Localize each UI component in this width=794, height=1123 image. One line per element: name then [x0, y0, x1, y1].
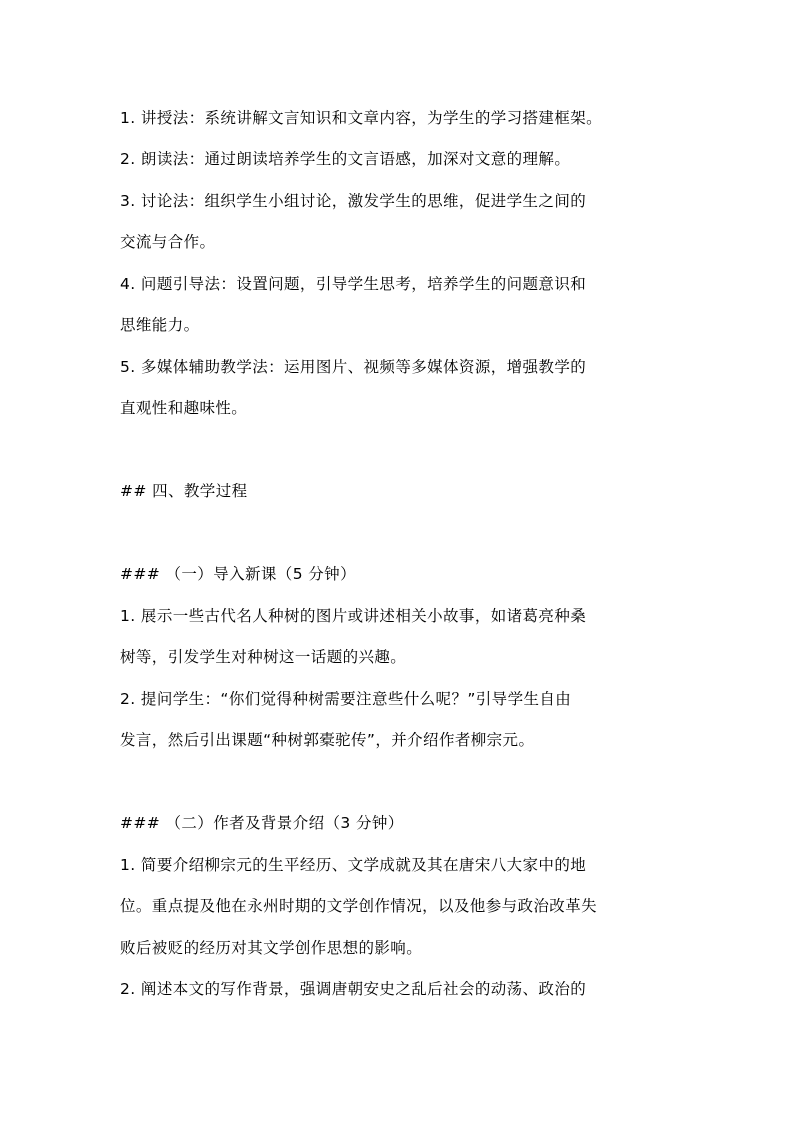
subsection-heading-intro: ### （一）导入新课（5 分钟） [120, 565, 356, 583]
intro-item-1-continued: 树等，引发学生对种树这一话题的兴趣。 [120, 648, 407, 666]
method-item-1: 1. 讲授法：系统讲解文言知识和文章内容，为学生的学习搭建框架。 [120, 109, 603, 127]
intro-item-2: 2. 提问学生：“你们觉得种树需要注意些什么呢？”引导学生自由 [120, 690, 572, 708]
intro-item-2-continued: 发言，然后引出课题“种树郭橐驼传”，并介绍作者柳宗元。 [120, 731, 535, 749]
method-item-4: 4. 问题引导法：设置问题，引导学生思考，培养学生的问题意识和 [120, 275, 587, 293]
author-item-2: 2. 阐述本文的写作背景，强调唐朝安史之乱后社会的动荡、政治的 [120, 980, 587, 998]
section-heading-teaching-process: ## 四、教学过程 [120, 482, 248, 500]
method-item-4-continued: 思维能力。 [120, 316, 200, 334]
subsection-heading-author: ### （二）作者及背景介绍（3 分钟） [120, 814, 404, 832]
method-item-5: 5. 多媒体辅助教学法：运用图片、视频等多媒体资源，增强教学的 [120, 358, 587, 376]
author-item-1: 1. 简要介绍柳宗元的生平经历、文学成就及其在唐宋八大家中的地 [120, 856, 587, 874]
author-item-1-continued-2: 败后被贬的经历对其文学创作思想的影响。 [120, 939, 423, 957]
method-item-3-continued: 交流与合作。 [120, 233, 216, 251]
method-item-2: 2. 朗读法：通过朗读培养学生的文言语感，加深对文意的理解。 [120, 150, 571, 168]
method-item-3: 3. 讨论法：组织学生小组讨论，激发学生的思维，促进学生之间的 [120, 192, 587, 210]
author-item-1-continued: 位。重点提及他在永州时期的文学创作情况，以及他参与政治改革失 [120, 897, 598, 915]
intro-item-1: 1. 展示一些古代名人种树的图片或讲述相关小故事，如诸葛亮种桑 [120, 607, 587, 625]
method-item-5-continued: 直观性和趣味性。 [120, 399, 248, 417]
